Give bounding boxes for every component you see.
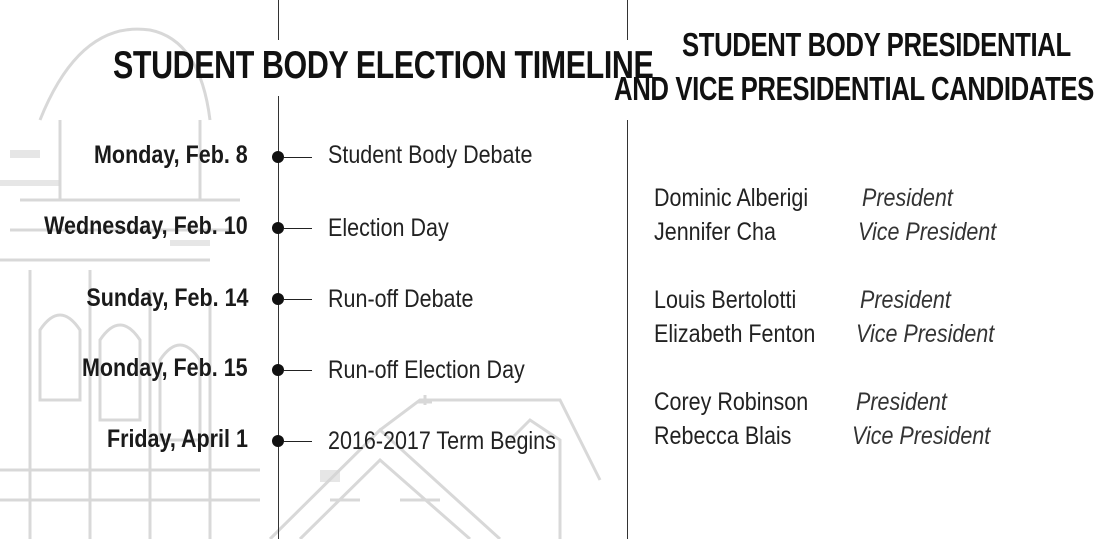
timeline-event: Student Body Debate [328,141,533,169]
timeline-date: Friday, April 1 [107,425,248,453]
president-role-label: President [856,388,947,416]
timeline-event: 2016-2017 Term Begins [328,427,556,455]
president-candidate-name: Dominic Alberigi [654,184,809,212]
timeline-date: Wednesday, Feb. 10 [44,212,248,240]
timeline-dot [272,222,284,234]
timeline-title: STUDENT BODY ELECTION TIMELINE [113,44,654,87]
candidates-title-line1: STUDENT BODY PRESIDENTIAL [682,26,1071,63]
candidates-panel [600,0,1094,539]
timeline-dot [272,364,284,376]
candidates-title-line2: AND VICE PRESIDENTIAL CANDIDATES [614,70,1094,107]
timeline-date: Monday, Feb. 8 [94,141,248,169]
president-candidate-name: Corey Robinson [654,388,809,416]
vice-president-role-label: Vice President [852,422,991,450]
timeline-connector [284,441,312,442]
president-role-label: President [860,286,951,314]
timeline-event: Election Day [328,214,449,242]
timeline-connector [284,370,312,371]
timeline-event: Run-off Debate [328,285,474,313]
timeline-connector [284,228,312,229]
president-candidate-name: Louis Bertolotti [654,286,797,314]
timeline-date: Sunday, Feb. 14 [85,284,248,312]
vice-president-candidate-name: Jennifer Cha [654,218,776,246]
timeline-dot [272,151,284,163]
vice-president-role-label: Vice President [856,320,995,348]
timeline-event: Run-off Election Day [328,356,525,384]
president-role-label: President [862,184,953,212]
vice-president-role-label: Vice President [858,218,997,246]
timeline-connector [284,299,312,300]
timeline-dot [272,293,284,305]
timeline-date: Monday, Feb. 15 [82,354,248,382]
vice-president-candidate-name: Elizabeth Fenton [654,320,816,348]
timeline-connector [284,157,312,158]
timeline-divider-top [278,0,279,40]
timeline-dot [272,435,284,447]
vice-president-candidate-name: Rebecca Blais [654,422,792,450]
